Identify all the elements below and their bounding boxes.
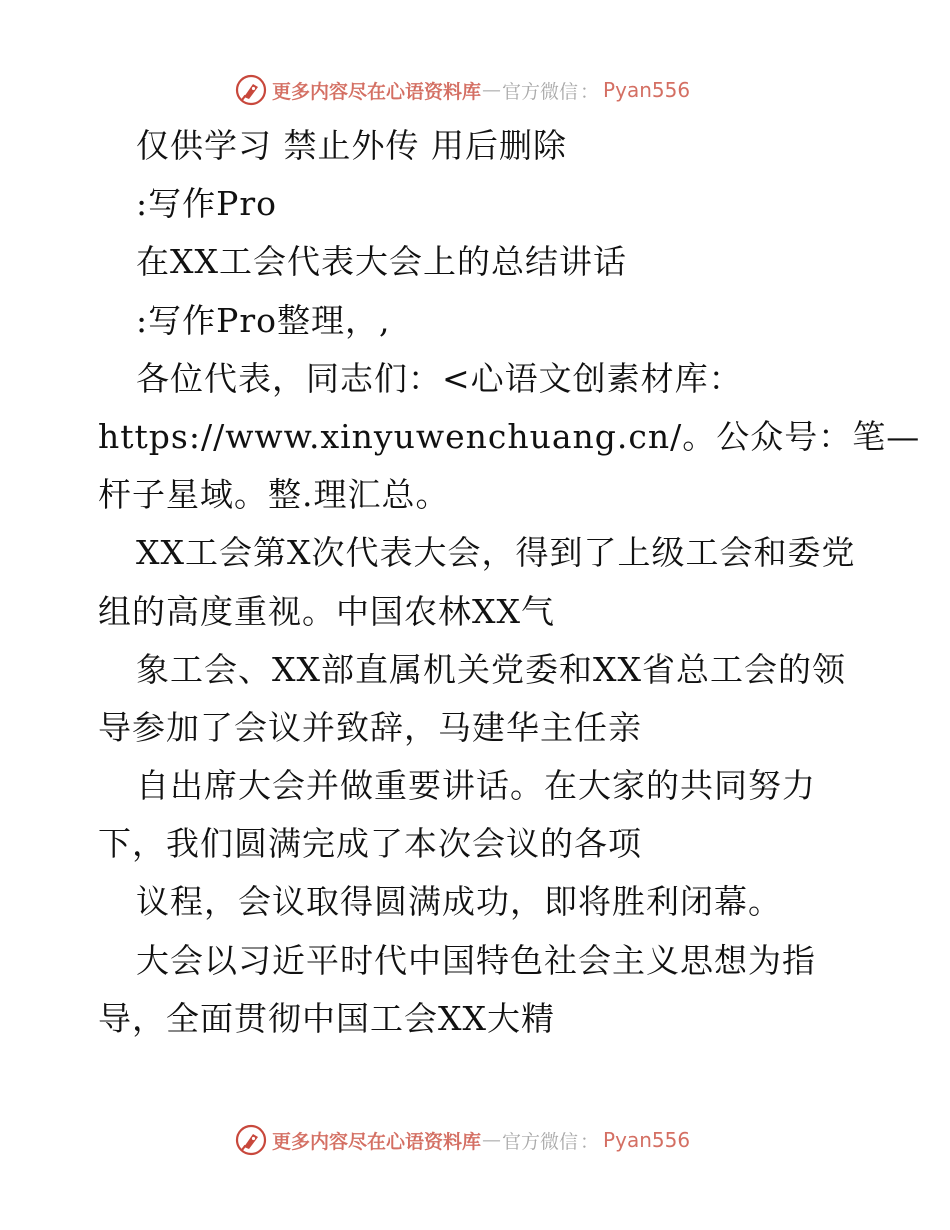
text-line: https://www.xinyuwenchuang.cn/。公众号：笔— xyxy=(98,416,921,456)
text-line: 大会以习近平时代中国特色社会主义思想为指 xyxy=(136,940,816,980)
watermark-brand: 更多内容尽在心语资料库 xyxy=(272,80,482,103)
text-line: 象工会、XX部直属机关党委和XX省总工会的领 xyxy=(136,649,846,689)
watermark-wechat-id: Pyan556 xyxy=(603,1128,691,1152)
watermark-wechat-id: Pyan556 xyxy=(603,78,691,102)
text-line: :写作Pro xyxy=(136,184,277,224)
watermark-row xyxy=(234,1120,690,1160)
watermark-separator: — xyxy=(482,1129,502,1151)
watermark-colon: ： xyxy=(580,80,600,103)
text-line: :写作Pro整理，, xyxy=(136,300,391,340)
text-line: XX工会第X次代表大会，得到了上级工会和委党 xyxy=(136,533,856,573)
footer-watermark xyxy=(0,1120,950,1160)
text-line: 组的高度重视。中国农林XX气 xyxy=(98,591,555,631)
text-line: 各位代表，同志们：<心语文创素材库： xyxy=(136,358,743,398)
header-watermark xyxy=(0,70,950,110)
text-line: 导参加了会议并致辞，马建华主任亲 xyxy=(98,707,642,747)
document-body xyxy=(98,117,921,1048)
text-line: 自出席大会并做重要讲话。在大家的共同努力 xyxy=(136,766,816,806)
text-line: 下，我们圆满完成了本次会议的各项 xyxy=(98,824,642,864)
watermark-separator: — xyxy=(482,79,502,101)
watermark-official-label: 官方微信 xyxy=(502,1130,579,1153)
pen-nib-icon xyxy=(234,1123,268,1157)
pen-nib-icon xyxy=(234,73,268,107)
watermark-brand: 更多内容尽在心语资料库 xyxy=(272,1130,482,1153)
text-line: 议程，会议取得圆满成功，即将胜利闭幕。 xyxy=(136,882,782,922)
text-line: 杆子星域。整.理汇总。 xyxy=(98,475,450,515)
watermark-row xyxy=(234,70,690,110)
text-line: 仅供学习 禁止外传 用后删除 xyxy=(136,126,567,165)
text-line: 导，全面贯彻中国工会XX大精 xyxy=(98,998,555,1038)
watermark-colon: ： xyxy=(580,1130,600,1153)
text-line: 在XX工会代表大会上的总结讲话 xyxy=(136,242,627,282)
watermark-official-label: 官方微信 xyxy=(502,80,579,103)
